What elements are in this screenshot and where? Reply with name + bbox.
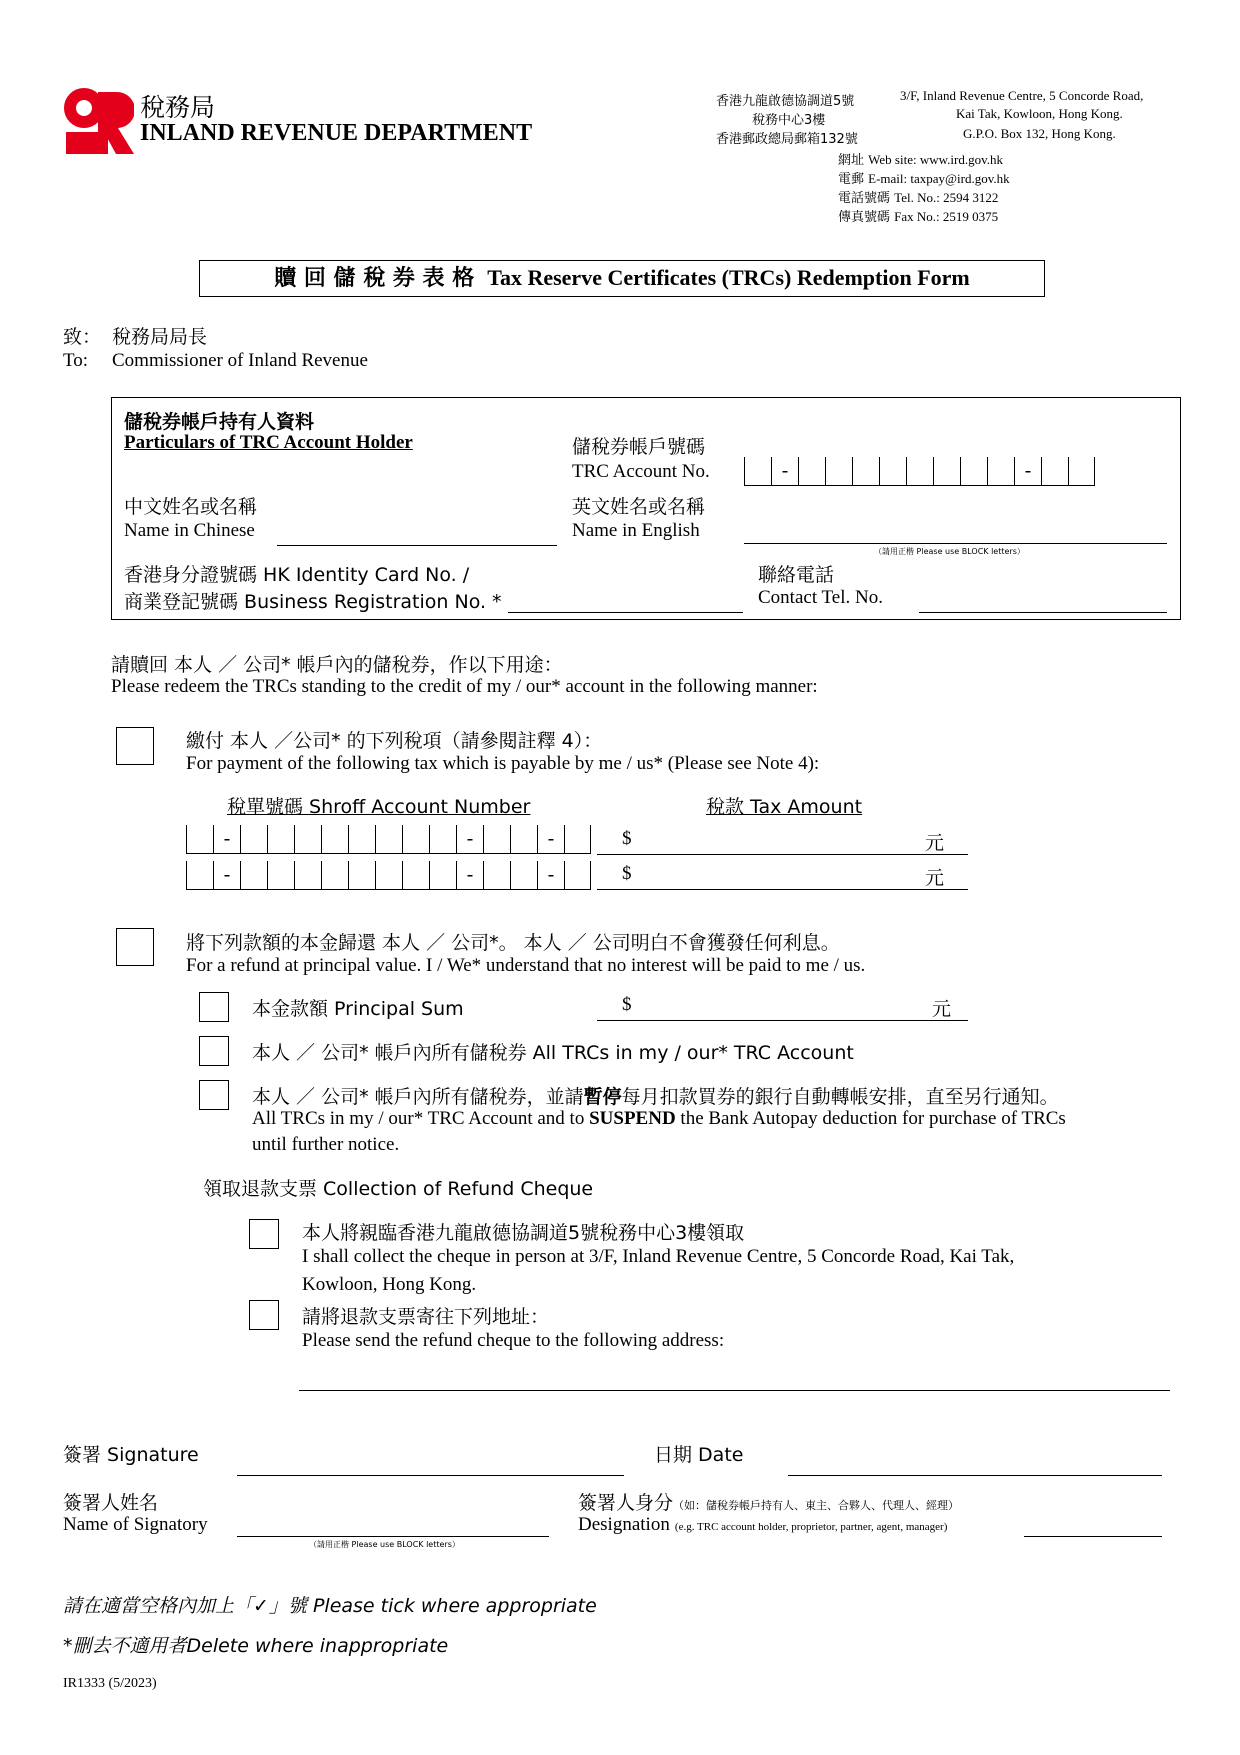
to-en: Commissioner of Inland Revenue bbox=[112, 350, 368, 371]
digit-separator: - bbox=[456, 825, 483, 853]
tax-amount-field-1[interactable] bbox=[597, 854, 968, 855]
collect-in-person-checkbox[interactable] bbox=[249, 1219, 279, 1249]
digit-box[interactable] bbox=[402, 861, 429, 889]
digit-separator: - bbox=[456, 861, 483, 889]
address-en-1: 3/F, Inland Revenue Centre, 5 Concorde Road, bbox=[900, 88, 1144, 103]
designation-label-en bbox=[578, 1514, 947, 1536]
suspend-autopay-cn bbox=[252, 1082, 1059, 1109]
trc-account-label-en: TRC Account No. bbox=[572, 461, 710, 482]
particulars-heading-cn: 儲稅券帳戶持有人資料 bbox=[124, 411, 315, 433]
fax-value: Fax No.: 2519 0375 bbox=[894, 209, 999, 224]
digit-separator: - bbox=[213, 825, 240, 853]
designation-en: Designation bbox=[578, 1514, 670, 1535]
digit-box[interactable] bbox=[798, 457, 825, 485]
date-label: 日期 Date bbox=[654, 1444, 744, 1466]
digit-box[interactable] bbox=[321, 825, 348, 853]
form-code: IR1333 (5/2023) bbox=[63, 1676, 157, 1691]
digit-box[interactable] bbox=[186, 861, 213, 889]
signatory-name-label-cn: 簽署人姓名 bbox=[63, 1492, 159, 1514]
send-by-mail-cn: 請將退款支票寄往下列地址： bbox=[302, 1306, 550, 1328]
collect-in-person-en-2: Kowloon, Hong Kong. bbox=[302, 1274, 477, 1295]
digit-box[interactable] bbox=[348, 825, 375, 853]
digit-box[interactable] bbox=[1068, 457, 1095, 485]
delete-note: *刪去不適用者Delete where inappropriate bbox=[63, 1635, 449, 1657]
suspend-en-part-c: the Bank Autopay deduction for purchase of TRCs bbox=[675, 1108, 1066, 1129]
principal-dollar: $ bbox=[622, 994, 632, 1015]
digit-box[interactable] bbox=[564, 861, 591, 889]
form-title-cn: 贖 回 儲 稅 券 表 格 bbox=[274, 266, 475, 291]
to-en-label: To: bbox=[63, 350, 89, 371]
digit-box[interactable] bbox=[483, 861, 510, 889]
digit-box[interactable] bbox=[429, 861, 456, 889]
digit-box[interactable] bbox=[186, 825, 213, 853]
suspend-cn-part-c: 每月扣款買券的銀行自動轉帳安排，直至另行通知。 bbox=[621, 1086, 1059, 1108]
website-value: Web site: www.ird.gov.hk bbox=[868, 152, 1003, 167]
trc-account-label-cn: 儲稅券帳戶號碼 bbox=[572, 436, 706, 458]
digit-box[interactable] bbox=[375, 861, 402, 889]
shroff-account-field-2[interactable] bbox=[186, 861, 591, 890]
block-letters-note: （請用正楷 Please use BLOCK letters） bbox=[874, 547, 1025, 556]
digit-box[interactable] bbox=[321, 861, 348, 889]
designation-en-note: (e.g. TRC account holder, proprietor, partner, agent, manager) bbox=[674, 1521, 948, 1533]
digit-box[interactable] bbox=[267, 825, 294, 853]
digit-box[interactable] bbox=[852, 457, 879, 485]
principal-yuan: 元 bbox=[932, 998, 952, 1020]
digit-box[interactable] bbox=[744, 457, 771, 485]
digit-box[interactable] bbox=[564, 825, 591, 853]
principal-sum-field[interactable] bbox=[597, 1020, 968, 1021]
name-chinese-label-en: Name in Chinese bbox=[124, 520, 255, 541]
name-english-label-en: Name in English bbox=[572, 520, 700, 541]
to-cn-label: 致： bbox=[63, 326, 102, 348]
digit-box[interactable] bbox=[879, 457, 906, 485]
digit-box[interactable] bbox=[825, 457, 852, 485]
digit-separator: - bbox=[213, 861, 240, 889]
suspend-en-emphasis: SUSPEND bbox=[589, 1108, 676, 1129]
collect-in-person-en-1: I shall collect the cheque in person at 3/F, Inland Revenue Centre, 5 Concorde Road, Kai Tak, bbox=[302, 1246, 1015, 1267]
suspend-autopay-checkbox[interactable] bbox=[199, 1080, 229, 1110]
shroff-header-text: 稅單號碼 Shroff Account Number bbox=[227, 796, 531, 818]
digit-separator: - bbox=[1014, 457, 1041, 485]
address-cn-2: 稅務中心3樓 bbox=[752, 113, 826, 128]
all-trcs-checkbox[interactable] bbox=[199, 1036, 229, 1066]
contact-tel-field[interactable] bbox=[919, 612, 1167, 613]
contact-tel-label-cn: 聯絡電話 bbox=[758, 564, 835, 586]
digit-box[interactable] bbox=[240, 825, 267, 853]
designation-cn: 簽署人身分 bbox=[578, 1492, 674, 1514]
designation-cn-note: （如：儲稅券帳戶持有人、東主、合夥人、代理人、經理） bbox=[673, 1499, 960, 1512]
digit-box[interactable] bbox=[933, 457, 960, 485]
dept-name-cn: 稅務局 bbox=[140, 93, 216, 122]
contact-email bbox=[838, 168, 1010, 187]
send-by-mail-en: Please send the refund cheque to the following address: bbox=[302, 1330, 725, 1351]
send-by-mail-checkbox[interactable] bbox=[249, 1300, 279, 1330]
br-label bbox=[124, 587, 502, 614]
digit-box[interactable] bbox=[987, 457, 1014, 485]
signature-field[interactable] bbox=[237, 1475, 624, 1476]
shroff-account-field-1[interactable] bbox=[186, 825, 591, 854]
suspend-cn-part-a: 本人 ／ 公司* 帳戶內所有儲稅券，並請 bbox=[252, 1086, 584, 1108]
hkid-field[interactable] bbox=[508, 612, 743, 613]
digit-box[interactable] bbox=[267, 861, 294, 889]
to-cn: 稅務局局長 bbox=[112, 326, 208, 348]
digit-box[interactable] bbox=[906, 457, 933, 485]
payment-option-checkbox[interactable] bbox=[116, 727, 154, 765]
tax-dollar-1: $ bbox=[622, 828, 632, 849]
redeem-intro-en: Please redeem the TRCs standing to the credit of my / our* account in the following manner: bbox=[111, 676, 818, 697]
particulars-heading-en: Particulars of TRC Account Holder bbox=[124, 432, 413, 453]
hkid-label bbox=[124, 560, 469, 587]
dept-name-en: INLAND REVENUE DEPARTMENT bbox=[140, 120, 533, 146]
name-chinese-field[interactable] bbox=[277, 545, 557, 546]
redeem-intro-cn: 請贖回 本人 ／ 公司* 帳戶內的儲稅券，作以下用途： bbox=[111, 654, 563, 676]
signature-label: 簽署 Signature bbox=[63, 1444, 199, 1466]
contact-website bbox=[838, 149, 1003, 168]
address-cn-1: 香港九龍啟德協調道5號 bbox=[716, 94, 855, 109]
collect-in-person-cn: 本人將親臨香港九龍啟德協調道5號稅務中心3樓領取 bbox=[302, 1222, 745, 1244]
address-en-2: Kai Tak, Kowloon, Hong Kong. bbox=[956, 106, 1123, 121]
digit-box[interactable] bbox=[429, 825, 456, 853]
digit-box[interactable] bbox=[510, 861, 537, 889]
trc-account-number-field[interactable] bbox=[744, 457, 1095, 486]
email-label: 電郵 bbox=[838, 172, 865, 187]
principal-sum-label: 本金款額 Principal Sum bbox=[252, 998, 464, 1020]
designation-label-cn bbox=[578, 1488, 959, 1515]
suspend-cn-emphasis: 暫停 bbox=[583, 1086, 622, 1108]
shroff-header bbox=[227, 792, 530, 819]
email-value: E-mail: taxpay@ird.gov.hk bbox=[868, 171, 1010, 186]
form-title-box bbox=[199, 260, 1045, 297]
digit-box[interactable] bbox=[348, 861, 375, 889]
tax-yuan-2: 元 bbox=[925, 867, 945, 889]
payment-option-en: For payment of the following tax which is payable by me / us* (Please see Note 4): bbox=[186, 753, 820, 774]
mailing-address-field[interactable] bbox=[299, 1390, 1170, 1391]
refund-option-en: For a refund at principal value. I / We* understand that no interest will be paid to me / us. bbox=[186, 955, 866, 976]
tax-amount-field-2[interactable] bbox=[597, 889, 968, 890]
signatory-block-note: （請用正楷 Please use BLOCK letters） bbox=[309, 1540, 460, 1549]
name-english-label-cn: 英文姓名或名稱 bbox=[572, 496, 706, 518]
digit-box[interactable] bbox=[1041, 457, 1068, 485]
form-title-en: Tax Reserve Certificates (TRCs) Redemption Form bbox=[487, 265, 970, 290]
digit-box[interactable] bbox=[510, 825, 537, 853]
tick-note: 請在適當空格內加上「✓」號 Please tick where appropriate bbox=[63, 1595, 597, 1617]
tax-dollar-2: $ bbox=[622, 863, 632, 884]
tax-yuan-1: 元 bbox=[925, 832, 945, 854]
digit-separator: - bbox=[771, 457, 798, 485]
all-trcs-label: 本人 ／ 公司* 帳戶內所有儲稅券 All TRCs in my / our* TRC Account bbox=[252, 1042, 854, 1064]
hkid-label-text: 香港身分證號碼 HK Identity Card No. / bbox=[124, 564, 470, 586]
tax-amount-header bbox=[706, 792, 862, 819]
fax-label: 傳真號碼 bbox=[838, 210, 891, 225]
collection-heading: 領取退款支票 Collection of Refund Cheque bbox=[203, 1178, 594, 1200]
suspend-autopay-en-2: until further notice. bbox=[252, 1134, 400, 1155]
address-cn-3: 香港郵政總局郵箱132號 bbox=[716, 132, 858, 147]
digit-box[interactable] bbox=[294, 825, 321, 853]
tel-label: 電話號碼 bbox=[838, 191, 891, 206]
suspend-autopay-en bbox=[252, 1108, 1066, 1130]
digit-box[interactable] bbox=[294, 861, 321, 889]
tel-value: Tel. No.: 2594 3122 bbox=[894, 190, 999, 205]
digit-box[interactable] bbox=[402, 825, 429, 853]
digit-box[interactable] bbox=[483, 825, 510, 853]
principal-sum-checkbox[interactable] bbox=[199, 992, 229, 1022]
digit-box[interactable] bbox=[375, 825, 402, 853]
refund-option-cn: 將下列款額的本金歸還 本人 ／ 公司*。 本人 ／ 公司明白不會獲發任何利息。 bbox=[186, 932, 840, 954]
ird-logo bbox=[64, 88, 134, 158]
name-english-field[interactable] bbox=[744, 543, 1167, 544]
digit-separator: - bbox=[537, 861, 564, 889]
date-field[interactable] bbox=[788, 1475, 1162, 1476]
signatory-name-label-en: Name of Signatory bbox=[63, 1514, 208, 1535]
designation-field[interactable] bbox=[1024, 1536, 1162, 1537]
digit-box[interactable] bbox=[960, 457, 987, 485]
digit-separator: - bbox=[537, 825, 564, 853]
digit-box[interactable] bbox=[240, 861, 267, 889]
tax-amount-header-text: 稅款 Tax Amount bbox=[706, 796, 863, 818]
address-en-3: G.P.O. Box 132, Hong Kong. bbox=[963, 126, 1116, 141]
payment-option-cn: 繳付 本人 ／公司* 的下列稅項（請參閱註釋 4）： bbox=[186, 730, 603, 752]
name-chinese-label-cn: 中文姓名或名稱 bbox=[124, 496, 258, 518]
contact-tel-label-en: Contact Tel. No. bbox=[758, 587, 883, 608]
br-label-text: 商業登記號碼 Business Registration No. * bbox=[124, 591, 502, 613]
signatory-name-field[interactable] bbox=[237, 1536, 549, 1537]
refund-option-checkbox[interactable] bbox=[116, 928, 154, 966]
contact-tel bbox=[838, 187, 998, 206]
contact-fax bbox=[838, 206, 998, 225]
suspend-en-part-a: All TRCs in my / our* TRC Account and to bbox=[252, 1108, 590, 1129]
website-label: 網址 bbox=[838, 153, 865, 168]
